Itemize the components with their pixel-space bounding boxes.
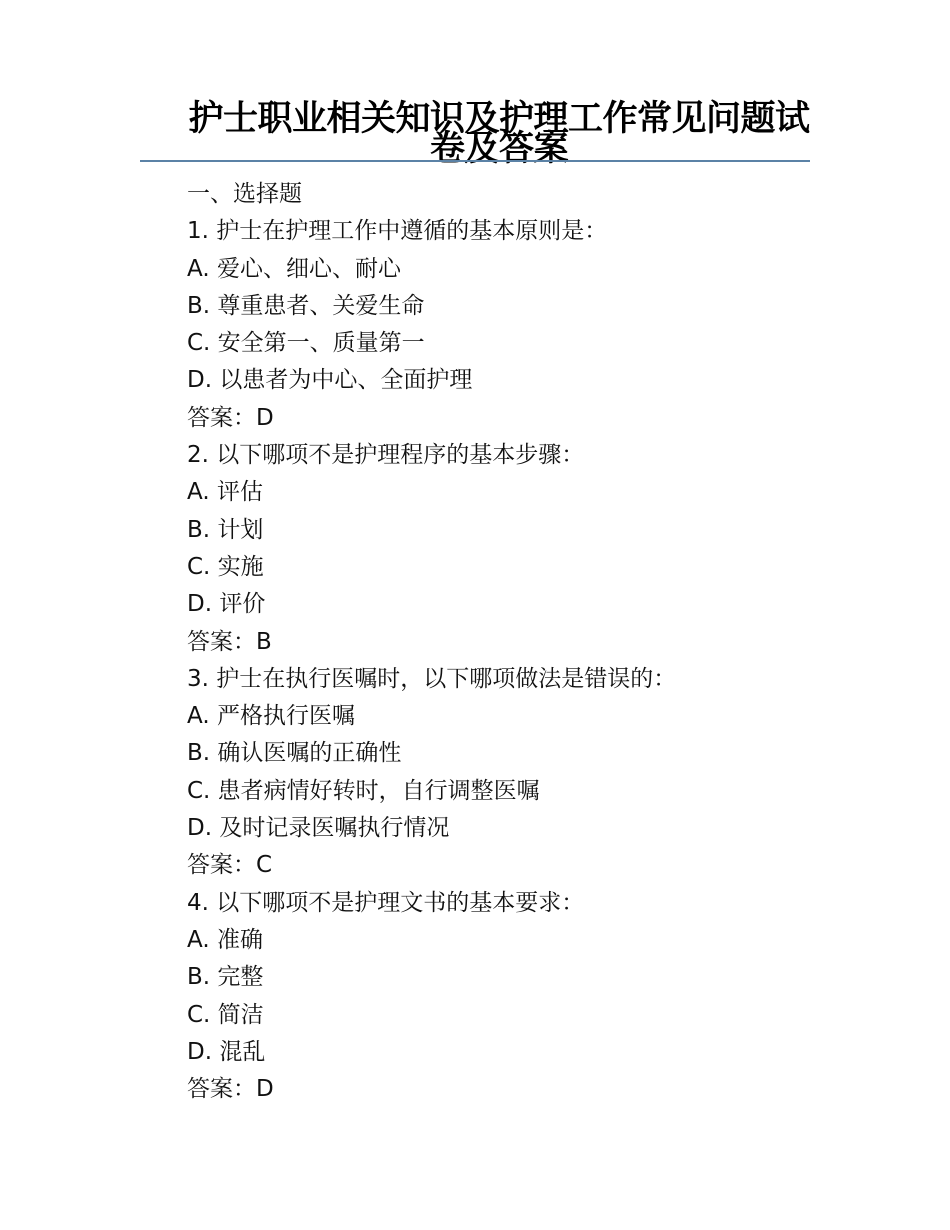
page-title: 护士职业相关知识及护理工作常见问题试卷及答案: [188, 99, 810, 169]
title-divider: [140, 160, 810, 162]
answer-option: B. 完整: [187, 964, 264, 991]
answer-key: 答案：B: [187, 628, 272, 655]
answer-option: D. 以患者为中心、全面护理: [187, 367, 473, 394]
question-stem: 3. 护士在执行医嘱时，以下哪项做法是错误的：: [187, 665, 677, 692]
answer-option: C. 安全第一、质量第一: [187, 330, 425, 357]
answer-option: C. 实施: [187, 553, 264, 580]
question-block: [187, 885, 827, 1109]
answer-option: D. 混乱: [187, 1038, 266, 1065]
question-stem: 2. 以下哪项不是护理程序的基本步骤：: [187, 442, 585, 469]
answer-option: A. 严格执行医嘱: [187, 703, 355, 730]
question-stem: 1. 护士在护理工作中遵循的基本原则是：: [187, 218, 608, 245]
answer-option: A. 准确: [187, 926, 263, 953]
answer-option: B. 计划: [187, 516, 264, 543]
question-block: [187, 213, 827, 437]
section-heading: 一、选择题: [187, 181, 302, 207]
answer-option: B. 尊重患者、关爱生命: [187, 292, 425, 319]
answer-option: A. 爱心、细心、耐心: [187, 255, 401, 282]
answer-option: D. 及时记录医嘱执行情况: [187, 815, 450, 842]
question-stem: 4. 以下哪项不是护理文书的基本要求：: [187, 889, 585, 916]
answer-option: D. 评价: [187, 591, 266, 618]
answer-option: C. 简洁: [187, 1001, 264, 1028]
answer-key: 答案：D: [187, 404, 274, 431]
question-block: [187, 437, 827, 661]
answer-key: 答案：C: [187, 852, 273, 879]
answer-key: 答案：D: [187, 1076, 274, 1103]
question-block: [187, 661, 827, 885]
answer-option: A. 评估: [187, 479, 263, 506]
title-block: [140, 99, 810, 169]
document-body: [187, 176, 827, 1108]
answer-option: C. 患者病情好转时，自行调整医嘱: [187, 777, 540, 804]
answer-option: B. 确认医嘱的正确性: [187, 740, 402, 767]
